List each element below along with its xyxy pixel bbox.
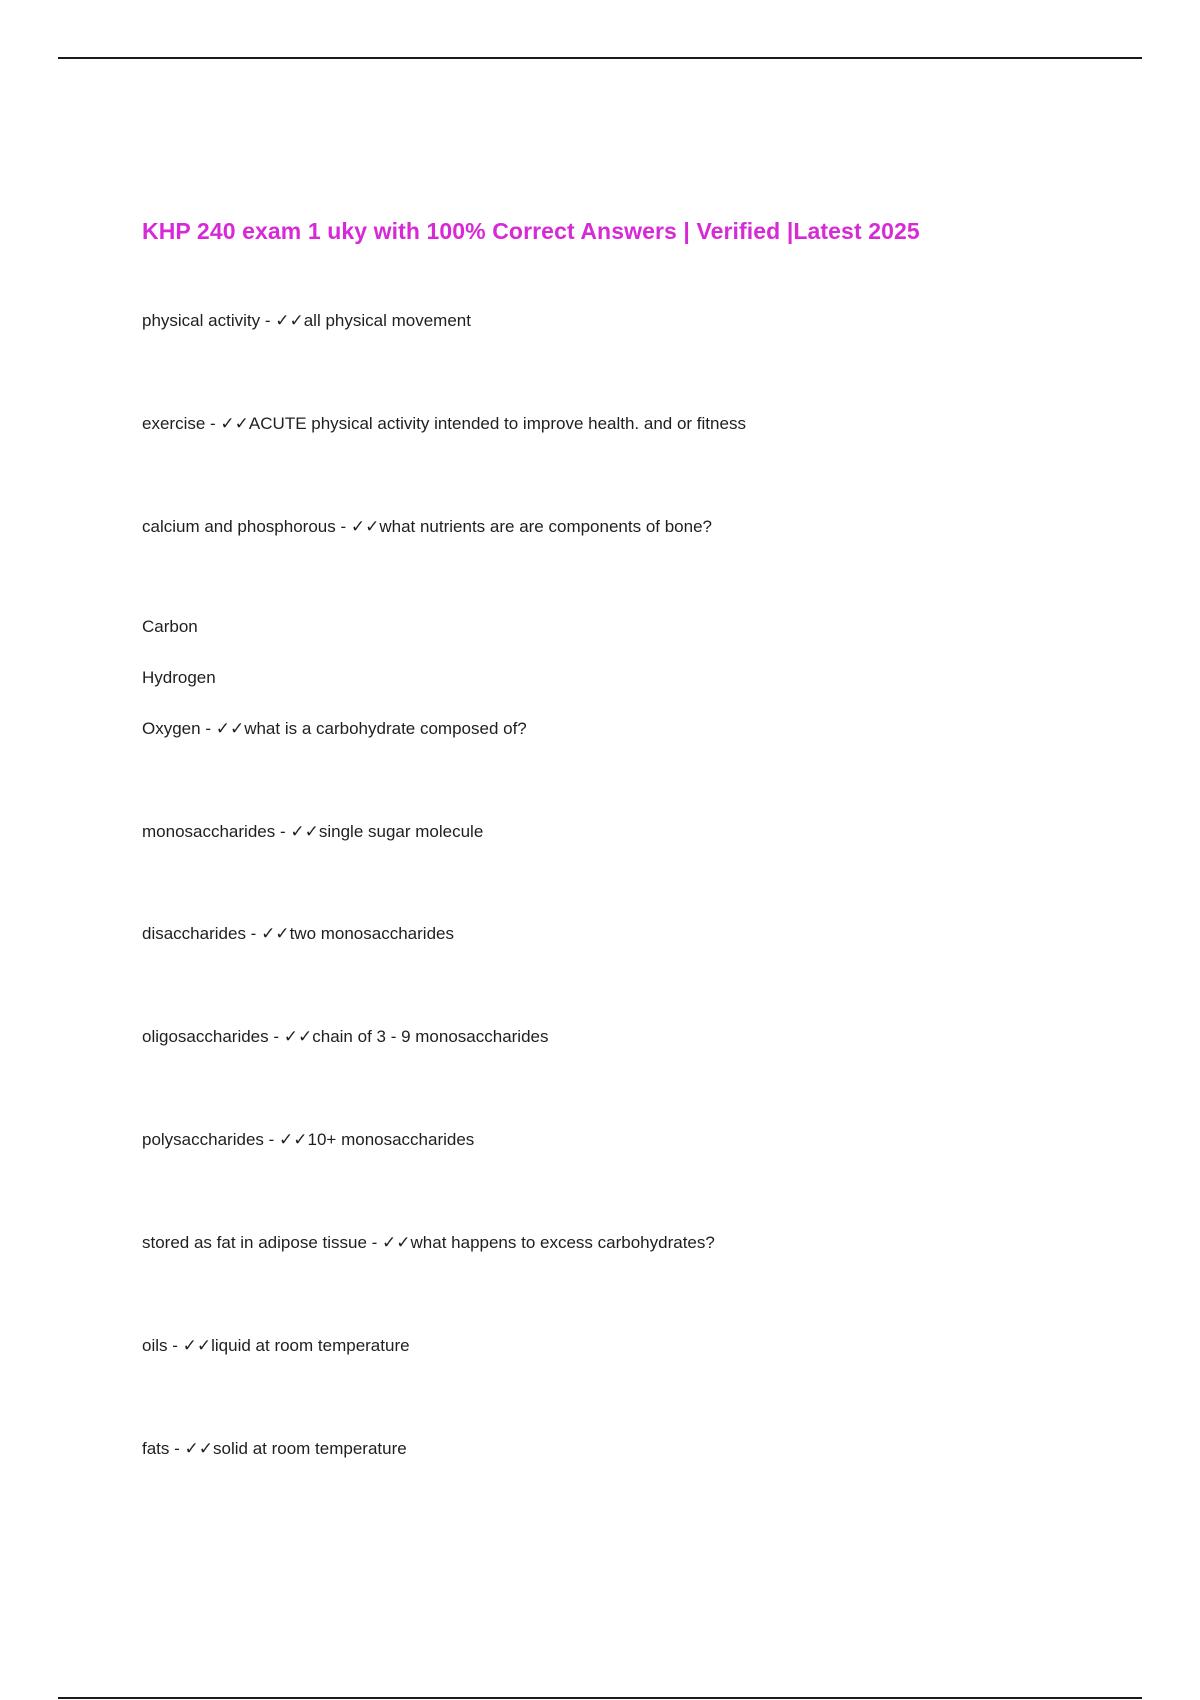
- qa-entry: [142, 1129, 474, 1151]
- entry-definition: liquid at room temperature: [211, 1336, 410, 1355]
- entry-definition: 10+ monosaccharides: [307, 1130, 475, 1149]
- entry-term: disaccharides: [142, 924, 246, 943]
- entry-term: Oxygen: [142, 719, 201, 738]
- qa-entry: [142, 1335, 410, 1357]
- double-check-icon: ✓✓: [350, 517, 380, 537]
- entry-separator: -: [263, 1130, 280, 1149]
- qa-entry: [142, 1026, 549, 1048]
- entry-definition: solid at room temperature: [213, 1439, 407, 1458]
- entry-separator: -: [167, 1336, 183, 1355]
- entry-definition: two monosaccharides: [289, 924, 454, 943]
- entry-separator: -: [260, 311, 276, 330]
- double-check-icon: ✓✓: [220, 414, 249, 434]
- footer-rule: [58, 1697, 1142, 1699]
- double-check-icon: ✓✓: [261, 924, 290, 944]
- double-check-icon: ✓✓: [215, 719, 245, 739]
- document-title: KHP 240 exam 1 uky with 100% Correct Answers | Verified |Latest 2025: [142, 218, 920, 244]
- entry-term: polysaccharides: [142, 1130, 264, 1149]
- entry-separator: -: [205, 414, 221, 433]
- entry-separator: -: [275, 822, 291, 841]
- double-check-icon: ✓✓: [382, 1233, 411, 1253]
- entry-separator: -: [169, 1439, 185, 1458]
- double-check-icon: ✓✓: [184, 1439, 214, 1459]
- entry-definition: what nutrients are are components of bone?: [379, 517, 712, 536]
- qa-entry: [142, 1232, 715, 1254]
- entry-definition: chain of 3 - 9 monosaccharides: [312, 1027, 549, 1046]
- entry-definition: ACUTE physical activity intended to improve health. and or fitness: [248, 414, 746, 433]
- entry-definition: what is a carbohydrate composed of?: [244, 719, 527, 738]
- entry-term: oligosaccharides: [142, 1027, 269, 1046]
- answer-line: Carbon: [142, 617, 198, 636]
- entry-term: stored as fat in adipose tissue: [142, 1233, 367, 1252]
- qa-entry: [142, 413, 746, 435]
- answer-line: Hydrogen: [142, 668, 216, 687]
- entry-definition: all physical movement: [303, 311, 471, 330]
- double-check-icon: ✓✓: [182, 1336, 212, 1356]
- entry-separator: -: [366, 1233, 383, 1252]
- entry-term: exercise: [142, 414, 206, 433]
- double-check-icon: ✓✓: [290, 822, 319, 842]
- double-check-icon: ✓✓: [279, 1130, 308, 1150]
- entry-term: monosaccharides: [142, 822, 276, 841]
- qa-entry: [142, 923, 454, 945]
- entry-term: fats: [142, 1439, 170, 1458]
- entry-separator: -: [200, 719, 216, 738]
- entry-definition: single sugar molecule: [318, 822, 484, 841]
- double-check-icon: ✓✓: [275, 311, 304, 331]
- qa-entry: [142, 1438, 407, 1460]
- entry-term: calcium and phosphorous: [142, 517, 336, 536]
- qa-entry: [142, 310, 471, 332]
- header-rule: [58, 57, 1142, 59]
- entry-separator: -: [268, 1027, 284, 1046]
- qa-entry: [142, 718, 527, 740]
- entry-definition: what happens to excess carbohydrates?: [410, 1233, 715, 1252]
- double-check-icon: ✓✓: [283, 1027, 313, 1047]
- entry-separator: -: [245, 924, 262, 943]
- qa-entry: [142, 516, 712, 538]
- entry-term: oils: [142, 1336, 168, 1355]
- entry-separator: -: [335, 517, 351, 536]
- qa-entry: [142, 821, 483, 843]
- entry-term: physical activity: [142, 311, 261, 330]
